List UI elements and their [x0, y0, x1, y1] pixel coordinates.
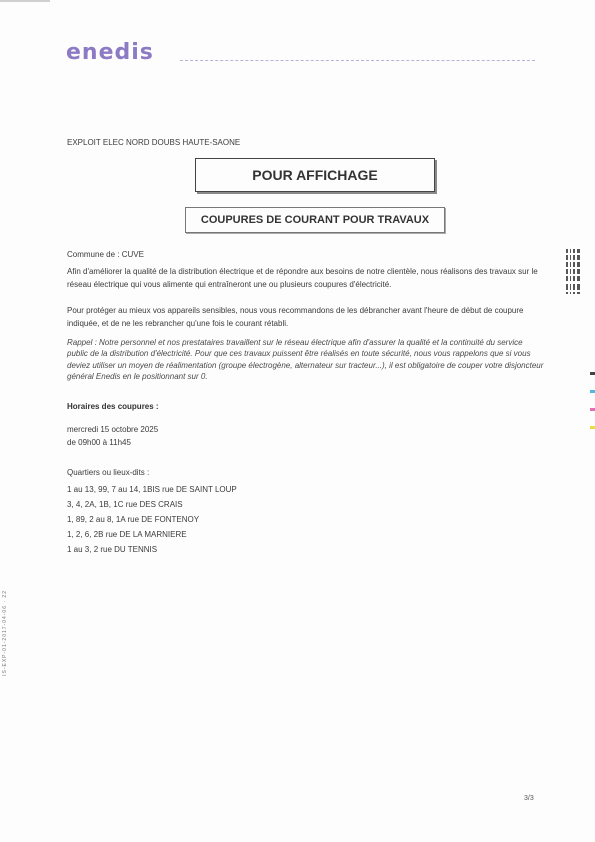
print-mark-dark: [590, 372, 595, 375]
district-item: 1, 89, 2 au 8, 1A rue DE FONTENOY: [67, 515, 200, 524]
district-item: 1, 2, 6, 2B rue DE LA MARNIERE: [67, 530, 187, 539]
district-item: 1 au 3, 2 rue DU TENNIS: [67, 545, 158, 554]
operating-unit-name: EXPLOIT ELEC NORD DOUBS HAUTE-SAONE: [67, 138, 241, 147]
safety-reminder: Rappel : Notre personnel et nos prestataires travaillent sur le réseau électrique afin d'assurer la qualité et la continuité du service public de la distribution d'électricité. Pour que ces travaux puissent être réalisés en toute sécurité, nous vous rappelons que si vous deviez utiliser un moyen de réalimentation (groupe électrogène, alternateur sur tracteur...), il est obligatoire de couper votre disjoncteur général Enedis en le positionnant sur 0.: [67, 338, 544, 381]
side-reference-code: IS-EXP-01-2017-04-06 · 22: [2, 590, 8, 676]
scan-top-mark: [0, 0, 50, 2]
schedule-title: Horaires des coupures :: [67, 402, 159, 411]
district-item: 3, 4, 2A, 1B, 1C rue DES CRAIS: [67, 500, 183, 509]
outage-date: mercredi 15 octobre 2025: [67, 425, 159, 434]
datamatrix-code: [566, 246, 580, 294]
print-mark-cyan: [590, 390, 595, 393]
outage-time: de 09h00 à 11h45: [67, 438, 131, 447]
page-number: 3/3: [524, 795, 534, 802]
header-dashed-rule: [180, 60, 535, 61]
intro-paragraph: Afin d'améliorer la qualité de la distribution électrique et de répondre aux besoins de notre clientèle, nous réalisons des travaux sur le réseau électrique qui vous alimente qui entraîneront une ou plusieurs coupures d'électricité.: [67, 267, 538, 289]
enedis-logo: enedis: [66, 40, 154, 65]
print-mark-yellow: [590, 426, 595, 429]
districts-list: [67, 482, 237, 557]
districts-title: Quartiers ou lieux-dits :: [67, 468, 150, 477]
notice-title-box: COUPURES DE COURANT POUR TRAVAUX: [185, 207, 445, 233]
print-mark-magenta: [590, 408, 595, 411]
posting-label-box: POUR AFFICHAGE: [195, 158, 435, 192]
district-item: 1 au 13, 99, 7 au 14, 1BIS rue DE SAINT LOUP: [67, 485, 237, 494]
device-advice-paragraph: Pour protéger au mieux vos appareils sensibles, nous vous recommandons de les débrancher avant l'heure de début de coupure indiquée, et de ne les rebrancher qu'une fois le courant rétabli.: [67, 306, 524, 328]
commune-name: Commune de : CUVE: [67, 250, 144, 259]
